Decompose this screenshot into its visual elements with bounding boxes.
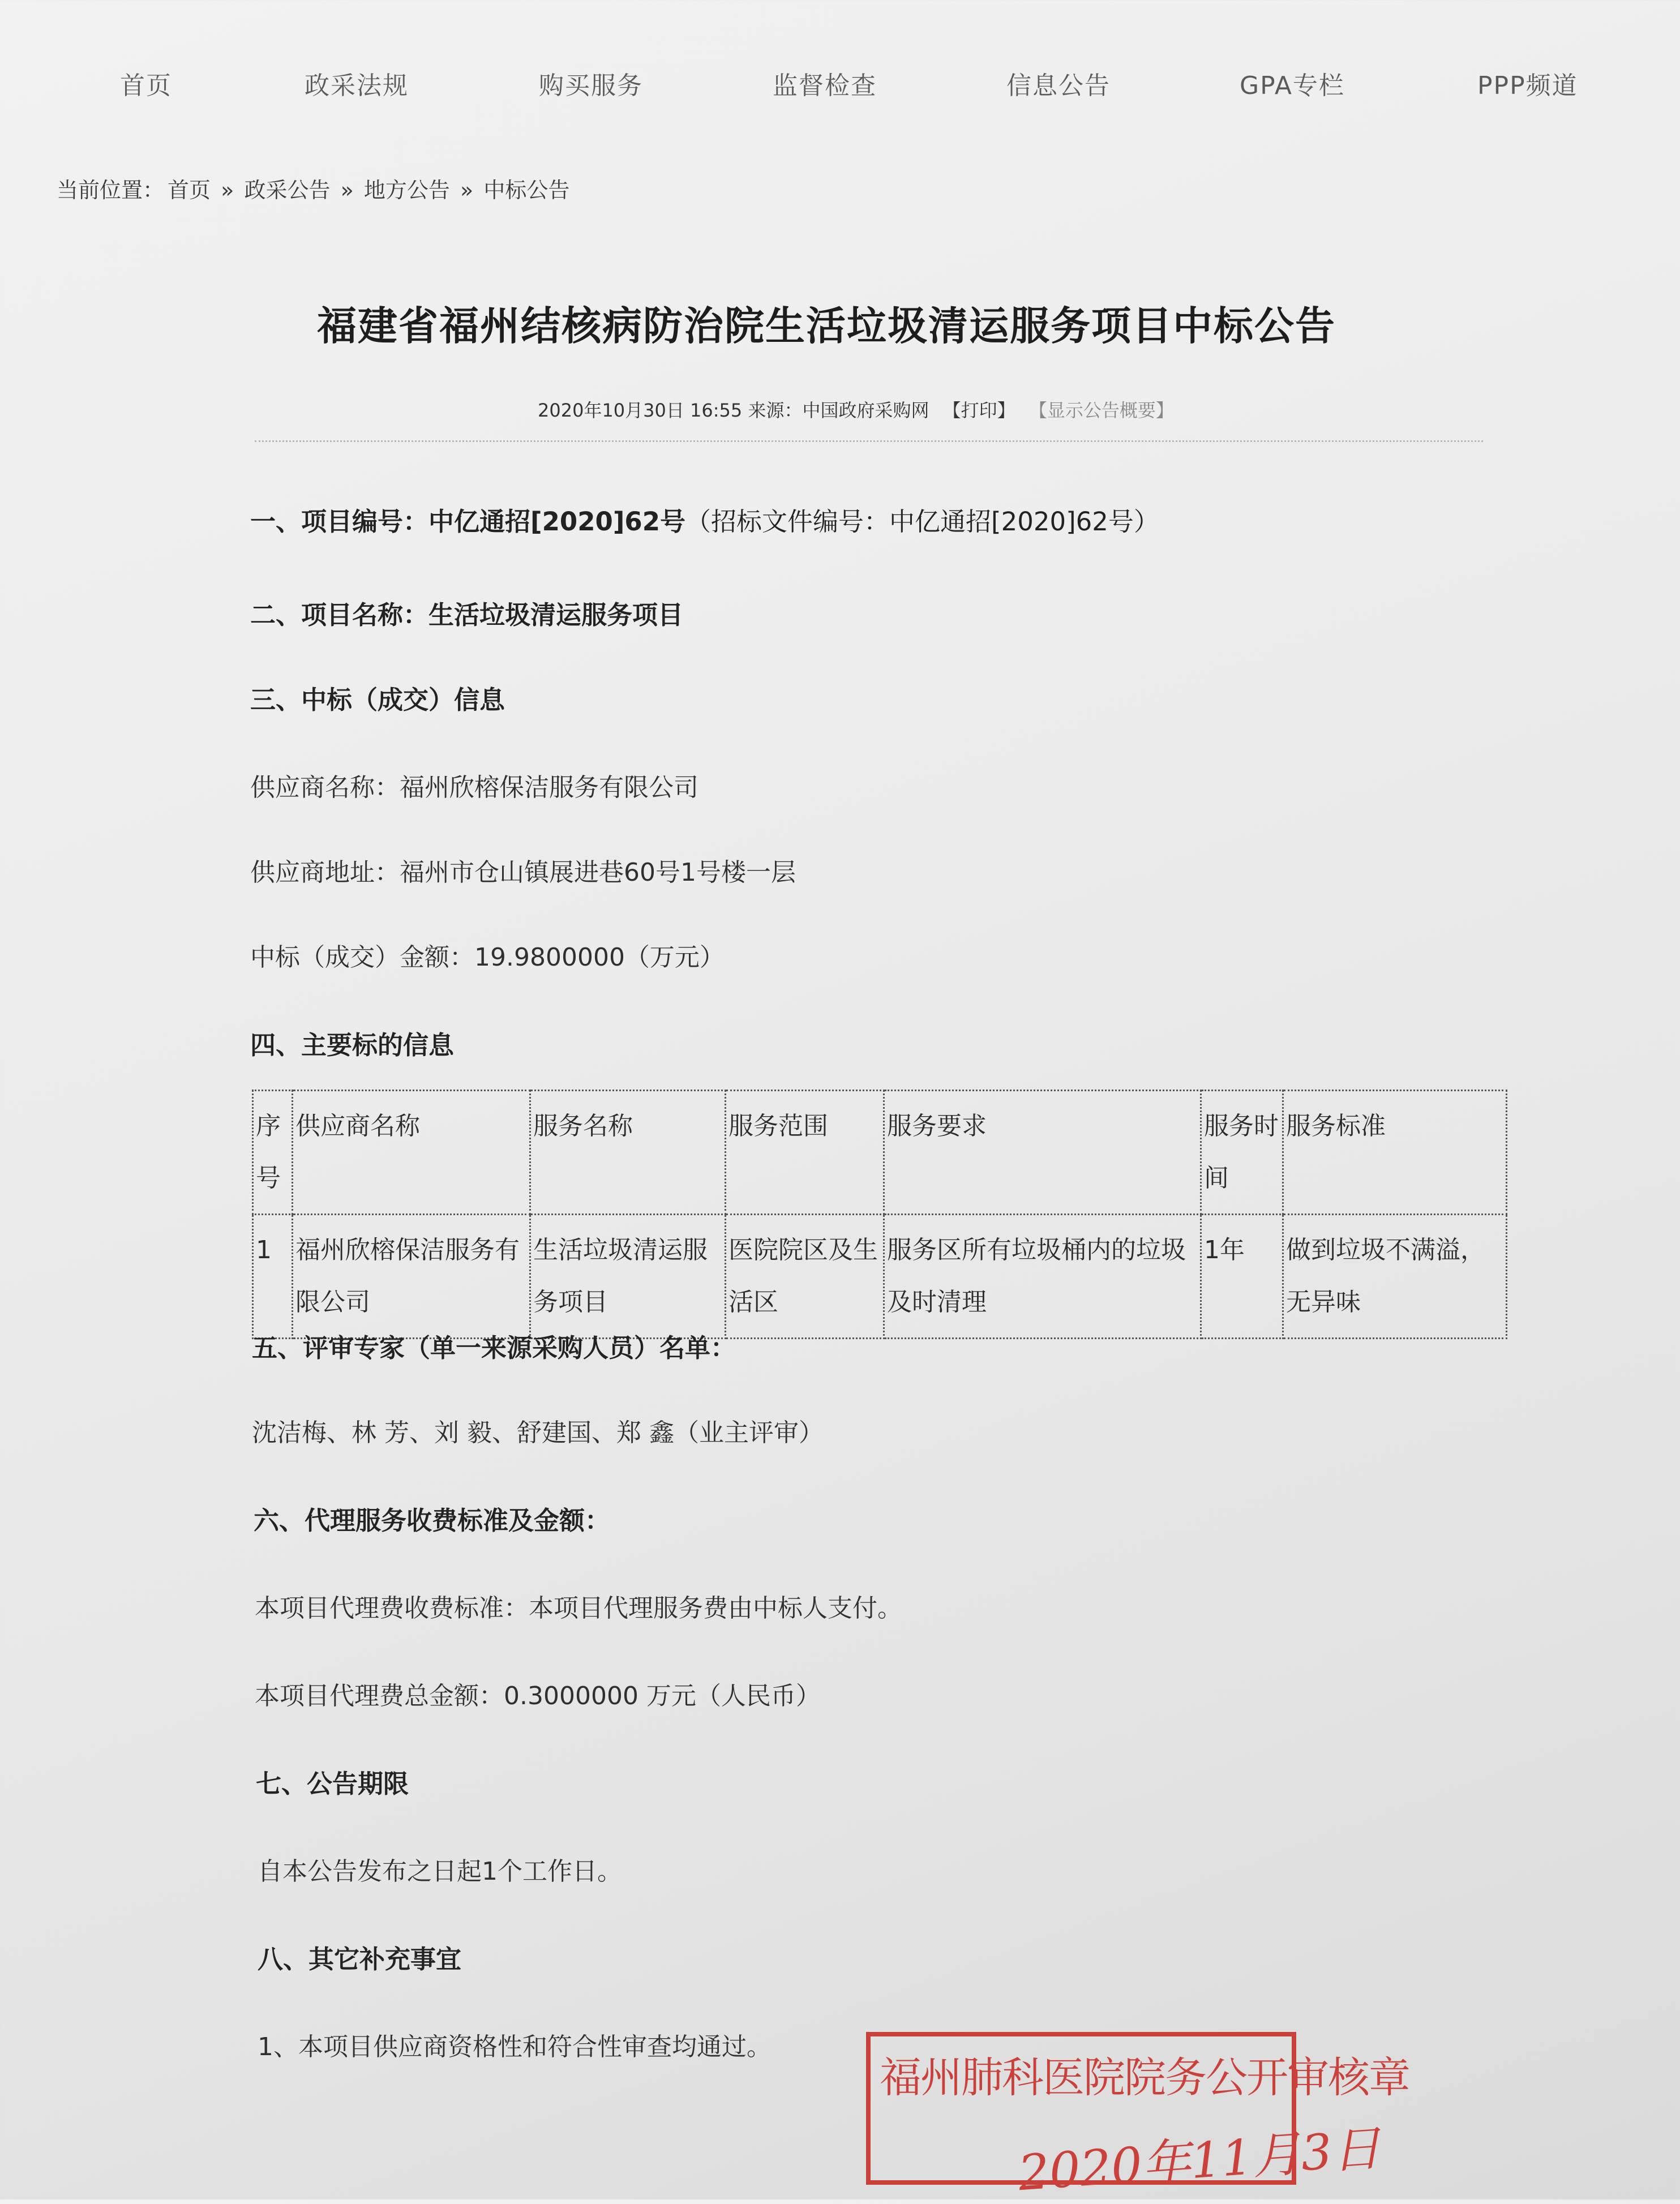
review-stamp xyxy=(866,2032,1409,2202)
section-agency-fee: 六、代理服务收费标准及金额： xyxy=(254,1506,611,1536)
table-cell: 医院院区及生活区 xyxy=(726,1215,884,1339)
breadcrumb-separator: » xyxy=(340,178,354,203)
section-award-info: 三、中标（成交）信息 xyxy=(250,685,505,715)
table-header: 服务要求 xyxy=(884,1091,1201,1215)
section-notice-period: 七、公告期限 xyxy=(256,1769,409,1799)
table-header: 服务标准 xyxy=(1283,1091,1507,1215)
section-label: 一、项目编号： xyxy=(250,507,429,537)
section-project-name: 二、项目名称：生活垃圾清运服务项目 xyxy=(250,600,684,630)
table-header: 服务时间 xyxy=(1201,1091,1283,1215)
section-project-number xyxy=(250,501,1159,538)
source-name: 中国政府采购网 xyxy=(802,400,929,421)
source-label: 来源： xyxy=(748,400,803,421)
table-header: 序号 xyxy=(253,1091,293,1215)
table-header-row xyxy=(253,1091,1507,1215)
other-note-1: 1、本项目供应商资格性和符合性审查均通过。 xyxy=(258,2033,772,2061)
breadcrumb-procurement[interactable]: 政采公告 xyxy=(244,178,331,203)
section-experts: 五、评审专家（单一来源采购人员）名单： xyxy=(252,1333,736,1363)
breadcrumb-separator: » xyxy=(221,178,234,203)
print-link[interactable]: 【打印】 xyxy=(942,400,1015,421)
article-meta xyxy=(538,396,1174,422)
table-row xyxy=(253,1215,1507,1339)
nav-announcements[interactable]: 信息公告 xyxy=(1006,71,1111,100)
show-summary-link[interactable]: 【显示公告概要】 xyxy=(1028,400,1174,421)
supplier-name: 供应商名称：福州欣榕保洁服务有限公司 xyxy=(250,773,698,802)
top-nav xyxy=(0,54,1680,116)
table-header: 服务范围 xyxy=(726,1091,884,1215)
breadcrumb-separator: » xyxy=(460,178,474,203)
award-amount: 中标（成交）金额：19.9800000（万元） xyxy=(250,943,725,972)
expert-list: 沈洁梅、林 芳、刘 毅、舒建国、郑 鑫（业主评审） xyxy=(252,1418,824,1447)
nav-gpa[interactable]: GPA专栏 xyxy=(1240,71,1345,100)
notice-period: 自本公告发布之日起1个工作日。 xyxy=(258,1857,622,1886)
nav-ppp[interactable]: PPP频道 xyxy=(1477,71,1578,100)
stamp-date: 2020年11月3日 xyxy=(1016,2120,1383,2202)
page-title: 福建省福州结核病防治院生活垃圾清运服务项目中标公告 xyxy=(317,303,1336,349)
agency-fee-standard: 本项目代理费收费标准：本项目代理服务费由中标人支付。 xyxy=(255,1594,902,1623)
section-other-matters: 八、其它补充事宜 xyxy=(258,1944,462,1974)
agency-fee-total: 本项目代理费总金额：0.3000000 万元（人民币） xyxy=(255,1682,821,1710)
section-main-items: 四、主要标的信息 xyxy=(250,1030,455,1060)
supplier-address: 供应商地址：福州市仓山镇展进巷60号1号楼一层 xyxy=(250,858,796,887)
main-items-table xyxy=(252,1090,1507,1339)
divider xyxy=(255,440,1483,442)
table-cell: 生活垃圾清运服务项目 xyxy=(530,1215,726,1339)
publish-datetime: 2020年10月30日 16:55 xyxy=(538,400,743,421)
stamp-text: 福州肺科医院院务公开审核章 xyxy=(880,2053,1409,2102)
table-cell: 做到垃圾不满溢，无异味 xyxy=(1283,1215,1507,1339)
breadcrumb xyxy=(57,173,573,204)
nav-home[interactable]: 首页 xyxy=(120,71,172,100)
table-cell: 服务区所有垃圾桶内的垃圾及时清理 xyxy=(884,1215,1201,1339)
breadcrumb-home[interactable]: 首页 xyxy=(168,178,211,203)
breadcrumb-award[interactable]: 中标公告 xyxy=(483,178,570,203)
table-cell: 1 xyxy=(253,1215,293,1339)
nav-purchase-services[interactable]: 购买服务 xyxy=(539,71,643,100)
table-cell: 1年 xyxy=(1201,1215,1283,1339)
table-header: 供应商名称 xyxy=(293,1091,530,1215)
breadcrumb-local[interactable]: 地方公告 xyxy=(363,178,450,203)
nav-supervision[interactable]: 监督检查 xyxy=(773,71,877,100)
tender-doc-number: （招标文件编号：中亿通招[2020]62号） xyxy=(685,507,1159,537)
project-number: 中亿通招[2020]62号 xyxy=(428,507,686,537)
breadcrumb-label: 当前位置： xyxy=(57,178,165,203)
table-cell: 福州欣榕保洁服务有限公司 xyxy=(293,1215,530,1339)
table-header: 服务名称 xyxy=(530,1091,726,1215)
nav-regulations[interactable]: 政采法规 xyxy=(305,71,409,100)
